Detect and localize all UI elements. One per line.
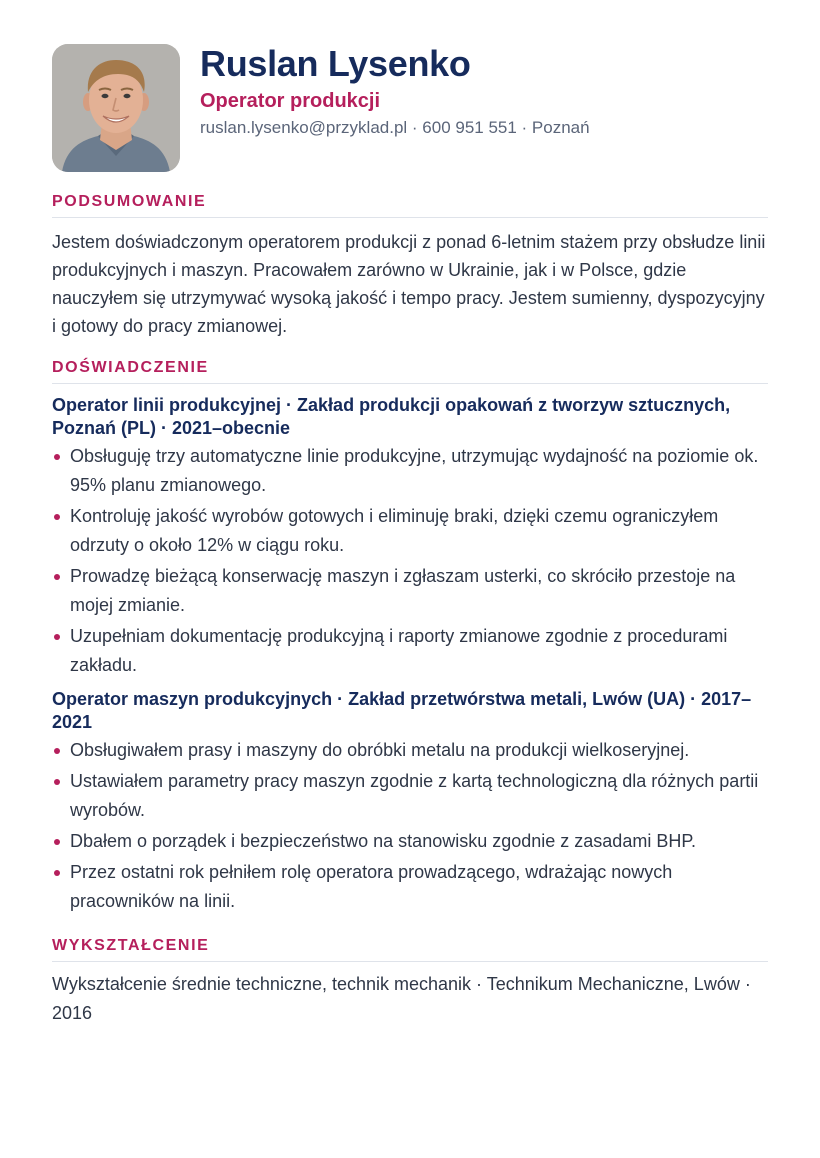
- job-bullets: [52, 442, 768, 680]
- bullet-text: Przez ostatni rok pełniłem rolę operatora prowadzącego, wdrażając nowych pracowników na linii.: [70, 862, 673, 911]
- summary-section-title: PODSUMOWANIE: [52, 192, 768, 218]
- profile-photo: [52, 44, 180, 172]
- bullet-dot-icon: [54, 839, 60, 845]
- list-item: [52, 442, 768, 500]
- bullet-text: Obsługuję trzy automatyczne linie produkcyjne, utrzymując wydajność na poziomie ok. 95% planu zmianowego.: [70, 446, 759, 495]
- list-item: [52, 827, 768, 856]
- job-heading: Operator maszyn produkcyjnych · Zakład przetwórstwa metali, Lwów (UA) · 2017–2021: [52, 689, 752, 732]
- experience-section-title: DOŚWIADCZENIE: [52, 358, 768, 384]
- job-heading: Operator linii produkcyjnej · Zakład produkcji opakowań z tworzyw sztucznych, Poznań (PL) · 2021–obecnie: [52, 395, 731, 438]
- list-item: [52, 858, 768, 916]
- education-section-title: WYKSZTAŁCENIE: [52, 936, 768, 962]
- job-entry: [52, 688, 768, 916]
- bullet-dot-icon: [54, 574, 60, 580]
- resume-page: [52, 44, 768, 1028]
- portrait-image: [52, 44, 180, 172]
- list-item: [52, 622, 768, 680]
- bullet-text: Uzupełniam dokumentację produkcyjną i raporty zmianowe zgodnie z procedurami zakładu.: [70, 626, 728, 675]
- bullet-text: Prowadzę bieżącą konserwację maszyn i zgłaszam usterki, co skróciło przestoje na mojej zmianie.: [70, 566, 736, 615]
- education-text: Wykształcenie średnie techniczne, technik mechanik · Technikum Mechaniczne, Lwów · 2016: [52, 974, 751, 1023]
- contact-info: ruslan.lysenko@przyklad.pl · 600 951 551 · Poznań: [200, 118, 590, 137]
- bullet-text: Obsługiwałem prasy i maszyny do obróbki metalu na produkcji wielkoseryjnej.: [70, 740, 690, 760]
- bullet-dot-icon: [54, 514, 60, 520]
- list-item: [52, 502, 768, 560]
- list-item: [52, 767, 768, 825]
- resume-header: [52, 44, 768, 174]
- job-bullets: [52, 736, 768, 916]
- bullet-dot-icon: [54, 634, 60, 640]
- list-item: [52, 562, 768, 620]
- bullet-text: Kontroluję jakość wyrobów gotowych i eliminuję braki, dzięki czemu ograniczyłem odrzuty o około 12% w ciągu roku.: [70, 506, 719, 555]
- job-entry: [52, 394, 768, 680]
- bullet-text: Dbałem o porządek i bezpieczeństwo na stanowisku zgodnie z zasadami BHP.: [70, 831, 697, 851]
- list-item: [52, 736, 768, 765]
- bullet-dot-icon: [54, 454, 60, 460]
- person-name: Ruslan Lysenko: [200, 43, 471, 84]
- bullet-text: Ustawiałem parametry pracy maszyn zgodnie z kartą technologiczną dla różnych partii wyrobów.: [70, 771, 759, 820]
- bullet-dot-icon: [54, 870, 60, 876]
- bullet-dot-icon: [54, 779, 60, 785]
- job-role: Operator produkcji: [200, 90, 381, 112]
- header-text: [200, 44, 590, 139]
- bullet-dot-icon: [54, 748, 60, 754]
- summary-text: Jestem doświadczonym operatorem produkcji z ponad 6-letnim stażem przy obsłudze linii produkcyjnych i maszyn. Pracowałem zarówno w Ukrainie, jak i w Polsce, gdzie nauczyłem się utrzymywać wysoką jakość i tempo pracy. Jestem sumienny, dyspozycyjny i gotowy do pracy zmianowej.: [52, 232, 766, 336]
